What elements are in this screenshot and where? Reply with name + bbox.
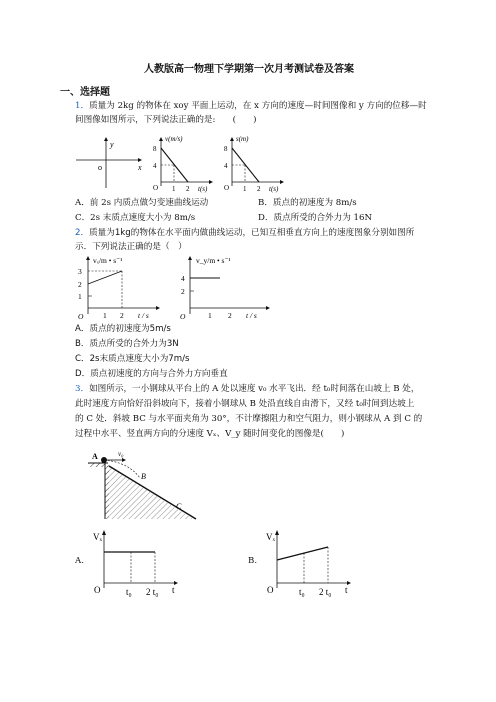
q2-vx-tick3: 3	[78, 267, 82, 276]
q1-origin: o	[98, 163, 102, 172]
q3a-2t0: 2 t₀	[146, 587, 159, 597]
q1-st-tick2: 2	[257, 185, 261, 193]
q2-text-2: 示．下列说法正确的是（ ）	[75, 242, 187, 252]
q3-label-v0: v₀	[118, 450, 124, 458]
q2-vx-xtick2: 2	[120, 311, 124, 320]
q2-vx-xlabel: t / s	[138, 311, 149, 320]
q2-vy-tick2: 2	[181, 287, 185, 296]
q1-option-d: D．质点所受的合外力为 16N	[258, 213, 373, 223]
q3-option-a-graph	[90, 530, 190, 600]
q1-line1	[75, 100, 427, 112]
q1-text-2: 间图像如图所示，下列说法正确的是: ( )	[75, 115, 257, 125]
q3a-t0: t₀	[126, 587, 132, 597]
q3-option-b-graph	[263, 530, 363, 600]
q1-st-xlabel: t(s)	[269, 185, 279, 193]
q3-text-4: 过程中水平、竖直两方向的分速度 Vₓ、V_y 随时间变化的图像是( )	[75, 429, 345, 439]
q1-st-tick8: 8	[224, 145, 228, 153]
section-heading: 一、选择题	[60, 87, 110, 98]
q1-st-origin: O	[224, 184, 230, 192]
q3-slope-figure	[88, 452, 208, 522]
q2-vy-xtick1: 1	[208, 311, 212, 320]
q1-st-tick4: 4	[224, 162, 228, 170]
q3b-origin: O	[267, 585, 274, 595]
q3-label-a: A	[92, 452, 98, 461]
q3-text-3: 的 C 处．斜坡 BC 与水平面夹角为 30°，不计摩擦阻力和空气阻力，则小钢球从 A 到 C 的	[75, 414, 423, 424]
q3-option-a-label: A.	[75, 556, 84, 566]
q2-vy-ylabel: v_y/m • s⁻¹	[196, 256, 231, 265]
q2-vx-tick2: 2	[78, 280, 82, 289]
q1-number: 1．	[75, 101, 90, 111]
q1-st-ylabel: s(m)	[236, 135, 249, 143]
q2-option-b: B．质点所受的合外力为3N	[75, 339, 179, 349]
q3-text-2: 此时速度方向恰好沿斜坡向下，接着小钢球从 B 处沿直线自由滑下，又经 t₀时间到达坡上	[75, 399, 415, 409]
q3b-2t0: 2 t₀	[319, 587, 332, 597]
q3-line1	[75, 383, 420, 395]
q2-vy-graph	[178, 256, 278, 326]
q1-option-c: C．2s 末质点速度大小为 8m/s	[75, 213, 196, 223]
q2-vx-tick1: 1	[78, 292, 82, 301]
q2-vy-xlabel: t / s	[246, 311, 257, 320]
q3b-t: t	[345, 585, 348, 595]
q3-label-b: B	[141, 472, 146, 481]
q2-option-d: D．质点初速度的方向与合外力方向垂直	[75, 369, 228, 379]
q2-vy-xtick2: 2	[228, 311, 232, 320]
q2-number: 2．	[75, 228, 90, 238]
q1-vt-tick4: 4	[153, 162, 157, 170]
q1-option-b: B．质点的初速度为 8m/s	[258, 198, 357, 208]
q1-vt-graph	[147, 136, 217, 192]
q2-option-a: A．质点的初速度为5m/s	[75, 324, 171, 334]
q1-axis-y: y	[110, 140, 114, 149]
document-title: 人教版高一物理下学期第一次月考测试卷及答案	[144, 64, 354, 75]
q1-vt-tick1: 1	[172, 185, 176, 193]
q1-xy-axes	[76, 138, 146, 198]
q1-text-1: 质量为 2kg 的物体在 xoy 平面上运动，在 x 方向的速度—时间图像和 y 方向的位移—时	[89, 101, 427, 111]
q1-option-a: A．前 2s 内质点做匀变速曲线运动	[75, 198, 209, 208]
q3-option-b-label: B.	[248, 556, 258, 566]
q1-st-tick1: 1	[243, 185, 247, 193]
q2-vy-tick4: 4	[181, 274, 185, 283]
q3-number: 3．	[75, 384, 90, 394]
q1-axis-x: x	[138, 163, 142, 172]
q1-vt-tick2: 2	[186, 185, 190, 193]
q1-st-graph	[218, 136, 288, 192]
q3a-origin: O	[94, 585, 101, 595]
q3-label-c: C	[176, 502, 182, 511]
q3b-ylabel: Vₓ	[266, 532, 276, 542]
q2-vy-origin: O	[180, 312, 186, 321]
q2-text-1: 质量为1kg的物体在水平面内做曲线运动，已知互相垂直方向上的速度图象分别如图所	[89, 228, 415, 238]
q1-vt-ylabel: v(m/s)	[165, 135, 183, 143]
q2-vx-origin: O	[78, 312, 84, 321]
q2-option-c: C．2s末质点速度大小为7m/s	[75, 354, 190, 364]
q1-vt-xlabel: t(s)	[198, 185, 208, 193]
q3-text-1: 如图所示，一小钢球从平台上的 A 处以速度 v₀ 水平飞出．经 t₀时间落在山坡上 B 处，	[89, 384, 420, 394]
q3a-t: t	[172, 585, 175, 595]
q2-line1	[75, 227, 414, 239]
q3b-t0: t₀	[299, 587, 305, 597]
q2-vx-graph	[76, 256, 166, 326]
q2-vx-ylabel: vₓ/m • s⁻¹	[93, 256, 123, 265]
q1-vt-tick8: 8	[153, 145, 157, 153]
q2-vx-xtick1: 1	[103, 311, 107, 320]
q3a-ylabel: Vₓ	[93, 532, 103, 542]
q1-vt-origin: O	[153, 184, 159, 192]
